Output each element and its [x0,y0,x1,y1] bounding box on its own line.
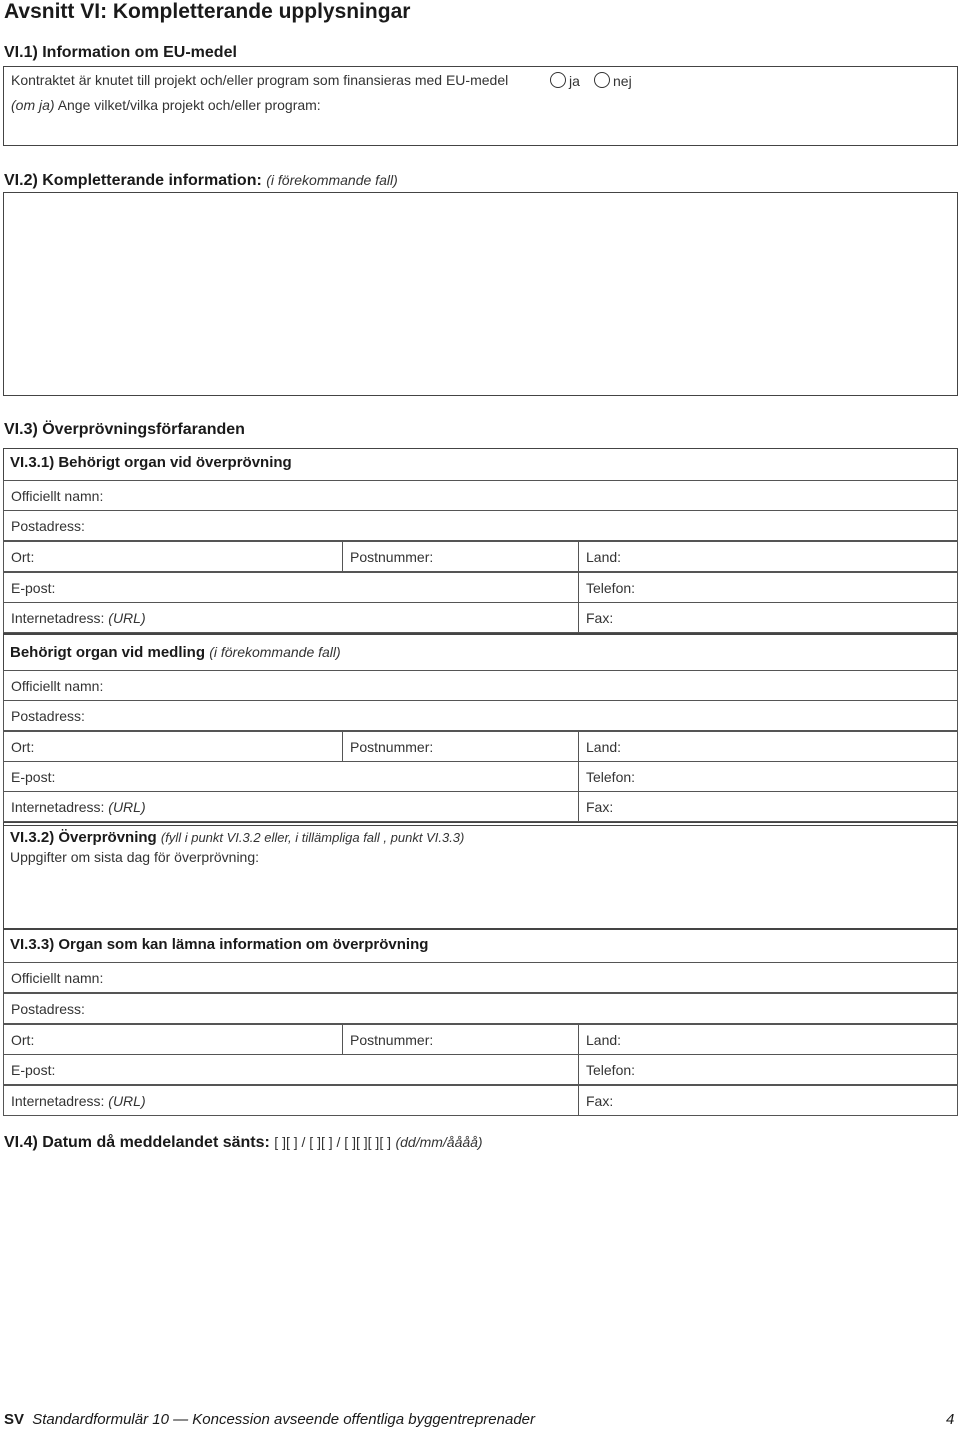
email-label: E-post: [11,769,56,785]
email-label: E-post: [11,1062,56,1078]
eu-funds-no-label: nej [613,73,632,89]
internet-label [4,792,578,821]
review-official-name-row[interactable] [3,480,958,511]
info-internet-row[interactable] [3,1085,958,1116]
official-name-label: Officiellt namn: [11,678,104,694]
footer-page-number: 4 [946,1411,955,1428]
mediation-city-row[interactable] [3,731,958,762]
section-vi2-note: (i förekommande fall) [266,172,398,188]
official-name-label: Officiellt namn: [11,970,104,986]
postal-address-label: Postadress: [11,518,85,534]
info-postal-address-row[interactable] [3,993,958,1024]
postal-address-label: Postadress: [11,708,85,724]
city-label: Ort: [11,1032,35,1048]
section-vi4-title: VI.4) Datum då meddelandet sänts: [4,1134,270,1151]
eu-funds-yes-option[interactable] [550,72,580,89]
review-city-row[interactable] [3,541,958,572]
internet-label [4,1086,578,1115]
mediation-internet-row[interactable] [3,791,958,822]
internet-label-url: (URL) [108,610,146,626]
review-deadline-label: Uppgifter om sista dag för överprövning: [10,849,260,865]
footer-form-name: Standardformulär 10 — Koncession avseende offentliga byggentreprenader [32,1411,536,1428]
section-mediation-title [10,644,341,661]
eu-funds-no-option[interactable] [594,72,632,89]
internet-label-url: (URL) [108,799,146,815]
postal-code-label: Postnummer: [342,542,578,571]
mediation-official-name-row[interactable] [3,670,958,701]
review-internet-row[interactable] [3,602,958,633]
date-format-hint: (dd/mm/åååå) [395,1134,483,1150]
section-vi33-title: VI.3.3) Organ som kan lämna information om överprövning [10,936,429,953]
internet-label-text: Internetadress: [11,1093,105,1109]
fax-label: Fax: [578,603,613,632]
radio-yes-icon[interactable] [550,72,566,88]
country-label: Land: [578,1025,621,1054]
phone-label: Telefon: [578,1055,635,1084]
additional-info-box[interactable] [3,192,958,396]
section-vi4 [4,1134,483,1152]
mediation-email-row[interactable] [3,761,958,792]
info-official-name-row[interactable] [3,962,958,993]
eu-funds-yes-label: ja [569,73,580,89]
section-vi3-title: VI.3) Överprövningsförfaranden [4,421,245,438]
footer-lang: SV [4,1411,25,1428]
email-label: E-post: [11,580,56,596]
radio-no-icon[interactable] [594,72,610,88]
eu-funds-followup [11,97,321,113]
fax-label: Fax: [578,1086,613,1115]
section-vi2-title-text: VI.2) Kompletterande information: [4,172,262,189]
review-email-row[interactable] [3,572,958,603]
section-vi32-title [10,829,464,846]
eu-funds-followup-text: Ange vilket/vilka projekt och/eller program: [57,97,321,113]
city-label: Ort: [11,549,35,565]
section-vi32-note: (fyll i punkt VI.3.2 eller, i tillämpliga fall , punkt VI.3.3) [160,830,465,845]
postal-code-label: Postnummer: [342,1025,578,1054]
dispatch-date-fields[interactable]: [ ][ ] / [ ][ ] / [ ][ ][ ][ ] [274,1134,391,1150]
review-postal-address-row[interactable] [3,510,958,541]
fax-label: Fax: [578,792,613,821]
postal-code-label: Postnummer: [342,732,578,761]
eu-funds-question: Kontraktet är knutet till projekt och/eller program som finansieras med EU-medel [11,72,509,88]
section-vi2-title [4,172,398,190]
eu-funds-followup-prefix: (om ja) [11,97,55,113]
country-label: Land: [578,732,621,761]
eu-funds-box [3,66,958,146]
internet-label-url: (URL) [108,1093,146,1109]
mediation-postal-address-row[interactable] [3,700,958,731]
city-label: Ort: [11,739,35,755]
phone-label: Telefon: [578,573,635,602]
section-mediation-title-text: Behörigt organ vid medling [10,644,206,661]
official-name-label: Officiellt namn: [11,488,104,504]
internet-label-text: Internetadress: [11,610,105,626]
footer [4,1411,535,1428]
internet-label-text: Internetadress: [11,799,105,815]
phone-label: Telefon: [578,762,635,791]
info-email-row[interactable] [3,1054,958,1085]
section-vi31-title: VI.3.1) Behörigt organ vid överprövning [10,454,292,471]
internet-label [4,603,578,632]
page-title: Avsnitt VI: Kompletterande upplysningar [4,0,411,23]
section-vi1-title: VI.1) Information om EU-medel [4,44,237,61]
info-city-row[interactable] [3,1024,958,1055]
country-label: Land: [578,542,621,571]
postal-address-label: Postadress: [11,1001,85,1017]
section-mediation-note: (i förekommande fall) [209,644,341,660]
section-vi32-title-text: VI.3.2) Överprövning [10,829,157,846]
